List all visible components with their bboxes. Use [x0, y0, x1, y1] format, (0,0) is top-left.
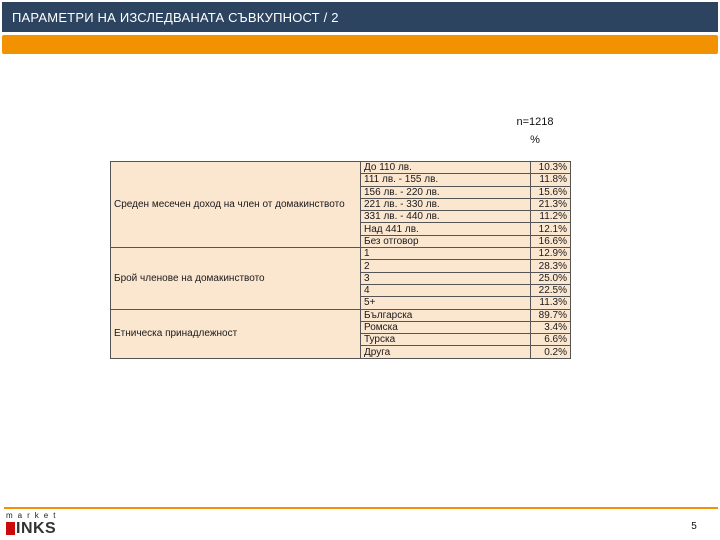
row-value: 16.6%: [531, 235, 571, 247]
row-value: 22.5%: [531, 284, 571, 296]
table-row: [111, 309, 571, 321]
row-label: 3: [361, 272, 531, 284]
slide-title-bar: [2, 2, 718, 32]
row-value: 25.0%: [531, 272, 571, 284]
row-value: 12.9%: [531, 248, 571, 260]
row-value: 3.4%: [531, 321, 571, 333]
row-value: 6.6%: [531, 334, 571, 346]
row-label: 221 лв. - 330 лв.: [361, 198, 531, 210]
row-value: 10.3%: [531, 162, 571, 174]
row-label: До 110 лв.: [361, 162, 531, 174]
slide-title: ПАРАМЕТРИ НА ИЗСЛЕДВАНАТА СЪВКУПНОСТ / 2: [12, 9, 339, 25]
row-value: 21.3%: [531, 198, 571, 210]
group-label: Среден месечен доход на член от домакинството: [111, 162, 361, 248]
row-label: 5+: [361, 297, 531, 309]
row-label: 331 лв. - 440 лв.: [361, 211, 531, 223]
page-number: 5: [691, 521, 697, 532]
demographics-table: [110, 161, 571, 359]
row-label: 2: [361, 260, 531, 272]
logo-l-mark-icon: [6, 522, 15, 535]
footer-divider: [4, 507, 718, 509]
unit-label: %: [530, 134, 540, 146]
row-value: 11.8%: [531, 174, 571, 186]
row-value: 89.7%: [531, 309, 571, 321]
row-label: Ромска: [361, 321, 531, 333]
table-row: [111, 248, 571, 260]
group-label: Брой членове на домакинството: [111, 248, 361, 309]
accent-bar: [2, 35, 718, 54]
group-label: Етническа принадлежност: [111, 309, 361, 358]
row-label: Над 441 лв.: [361, 223, 531, 235]
row-value: 11.2%: [531, 211, 571, 223]
row-value: 12.1%: [531, 223, 571, 235]
row-label: 156 лв. - 220 лв.: [361, 186, 531, 198]
row-value: 0.2%: [531, 346, 571, 358]
row-label: 4: [361, 284, 531, 296]
row-value: 28.3%: [531, 260, 571, 272]
row-label: Българска: [361, 309, 531, 321]
row-value: 11.3%: [531, 297, 571, 309]
table-row: [111, 162, 571, 174]
logo-main-text: INKS: [16, 520, 57, 537]
row-label: Турска: [361, 334, 531, 346]
row-label: Друга: [361, 346, 531, 358]
sample-size-label: n=1218: [516, 116, 554, 128]
row-label: 111 лв. - 155 лв.: [361, 174, 531, 186]
row-value: 15.6%: [531, 186, 571, 198]
logo-top-text: market: [6, 511, 61, 520]
market-links-logo: [6, 511, 80, 537]
row-label: Без отговор: [361, 235, 531, 247]
row-label: 1: [361, 248, 531, 260]
